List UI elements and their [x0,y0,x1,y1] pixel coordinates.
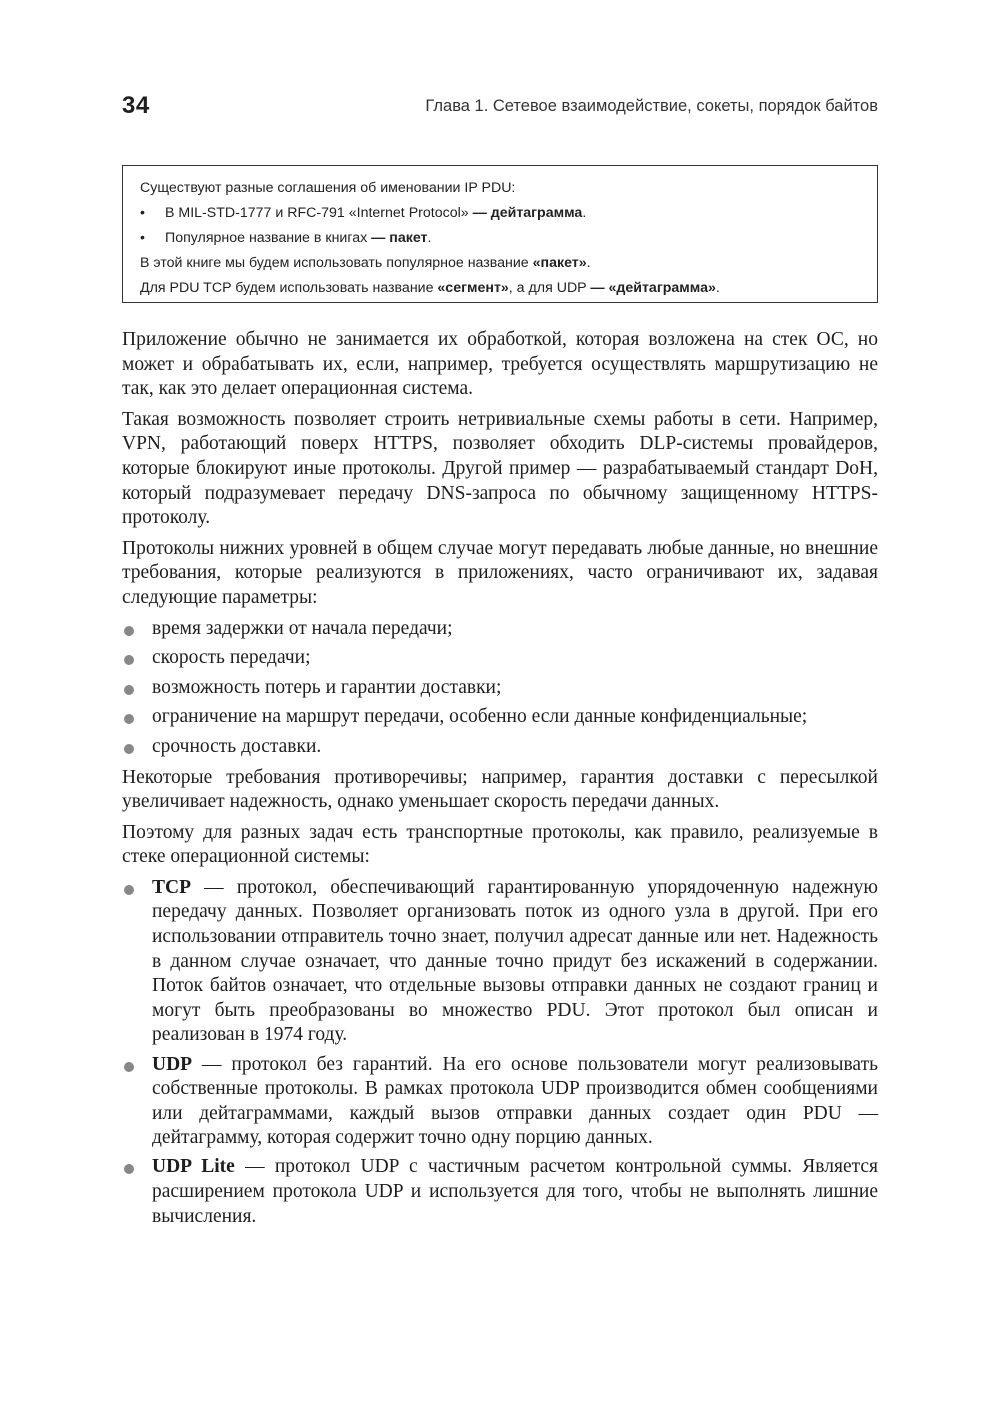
parameters-list [122,617,878,760]
protocol-item-udp [122,1053,878,1151]
paragraph-4: Некоторые требования противоречивы; например, гарантия доставки с пересылкой увеличивает надежность, однако уменьшает скорость передачи данных. [122,766,878,813]
note-line-book-end: . [586,255,591,271]
note-bullet-2-bold: — пакет [367,230,428,246]
protocol-name: TCP [152,876,191,898]
protocol-description: — протокол, обеспечивающий гарантированную упорядоченную надежную передачу данных. Позволяет организовать поток из одного узла в другой. При его использовании отправитель точно знает, получил адресат данные или нет. Надежность в данном случае означает, что данные точно придут без искажений в содержании. Поток байтов означает, что отдельные вызовы отправки данных не создают границ и могут быть преобразованы во множество PDU. Этот протокол был описан и реализован в 1974 году. [152,876,878,1046]
paragraph-3: Протоколы нижних уровней в общем случае могут передавать любые данные, но внешние требования, которые реализуются в приложениях, часто ограничивают их, задавая следующие параметры: [122,537,878,608]
note-line-pdu-bold-2: — «дейтаграмма» [590,280,716,296]
note-line-pdu-text: Для PDU TCP будем использовать название [140,280,438,296]
list-item: время задержки от начала передачи; [122,617,878,642]
paragraph-1: Приложение обычно не занимается их обработкой, которая возложена на стек ОС, но может и обрабатывать их, если, например, требуется осуществлять маршрутизацию не так, как это делает операционная система. [122,329,878,400]
note-bullet-2-end: . [427,230,432,246]
note-line-book [140,251,861,276]
note-bullet-1 [140,201,861,226]
note-line-pdu-end: . [715,280,720,296]
note-bullet-2 [140,226,861,251]
note-line-pdu-bold-1: «сегмент» [437,280,509,296]
note-bullet-2-text: Популярное название в книгах [165,230,368,246]
protocol-description: — протокол UDP с частичным расчетом контрольной суммы. Является расширением протокола UDP и используется для того, чтобы не выполнять лишние вычисления. [152,1156,878,1227]
bullet-icon: • [140,230,145,246]
protocols-list [122,876,878,1229]
protocol-item-tcp [122,876,878,1048]
note-intro: Существуют разные соглашения об именовании IP PDU: [140,180,516,196]
note-bullet-1-bold: — дейтаграмма [468,205,583,221]
note-bullet-1-text: В MIL-STD-1777 и RFC-791 «Internet Protocol» [165,205,469,221]
bullet-icon: • [140,205,145,221]
note-line-book-bold: «пакет» [532,255,587,271]
list-item: срочность доставки. [122,735,878,760]
note-line-pdu-mid: , а для UDP [508,280,591,296]
list-item: скорость передачи; [122,646,878,671]
list-item: ограничение на маршрут передачи, особенно если данные конфиденциальные; [122,705,878,730]
note-line-book-text: В этой книге мы будем использовать популярное название [140,255,533,271]
page-number: 34 [122,92,150,119]
note-line-pdu [140,276,861,301]
main-text [122,328,878,1235]
note-box [122,165,878,303]
protocol-item-udp-lite [122,1155,878,1229]
paragraph-5: Поэтому для разных задач есть транспортные протоколы, как правило, реализуемые в стеке операционной системы: [122,821,878,868]
running-head: Глава 1. Сетевое взаимодействие, сокеты, порядок байтов [425,97,878,115]
protocol-name: UDP Lite [152,1156,235,1178]
protocol-name: UDP [152,1053,193,1075]
paragraph-2: Такая возможность позволяет строить нетривиальные схемы работы в сети. Например, VPN, работающий поверх HTTPS, позволяет обходить DLP-системы провайдеров, которые блокируют иные протоколы. Другой пример — разрабатываемый стандарт DoH, который подразумевает передачу DNS-запроса по обычному защищенному HTTPS-протоколу. [122,408,878,529]
note-bullet-1-end: . [582,205,587,221]
protocol-description: — протокол без гарантий. На его основе пользователи могут реализовывать собственные протоколы. В рамках протокола UDP производится обмен сообщениями или дейтаграммами, каждый вызов отправки данных создает один PDU — дейтаграмму, которая содержит точно одну порцию данных. [152,1053,878,1149]
list-item: возможность потерь и гарантии доставки; [122,676,878,701]
page-header [122,92,878,124]
